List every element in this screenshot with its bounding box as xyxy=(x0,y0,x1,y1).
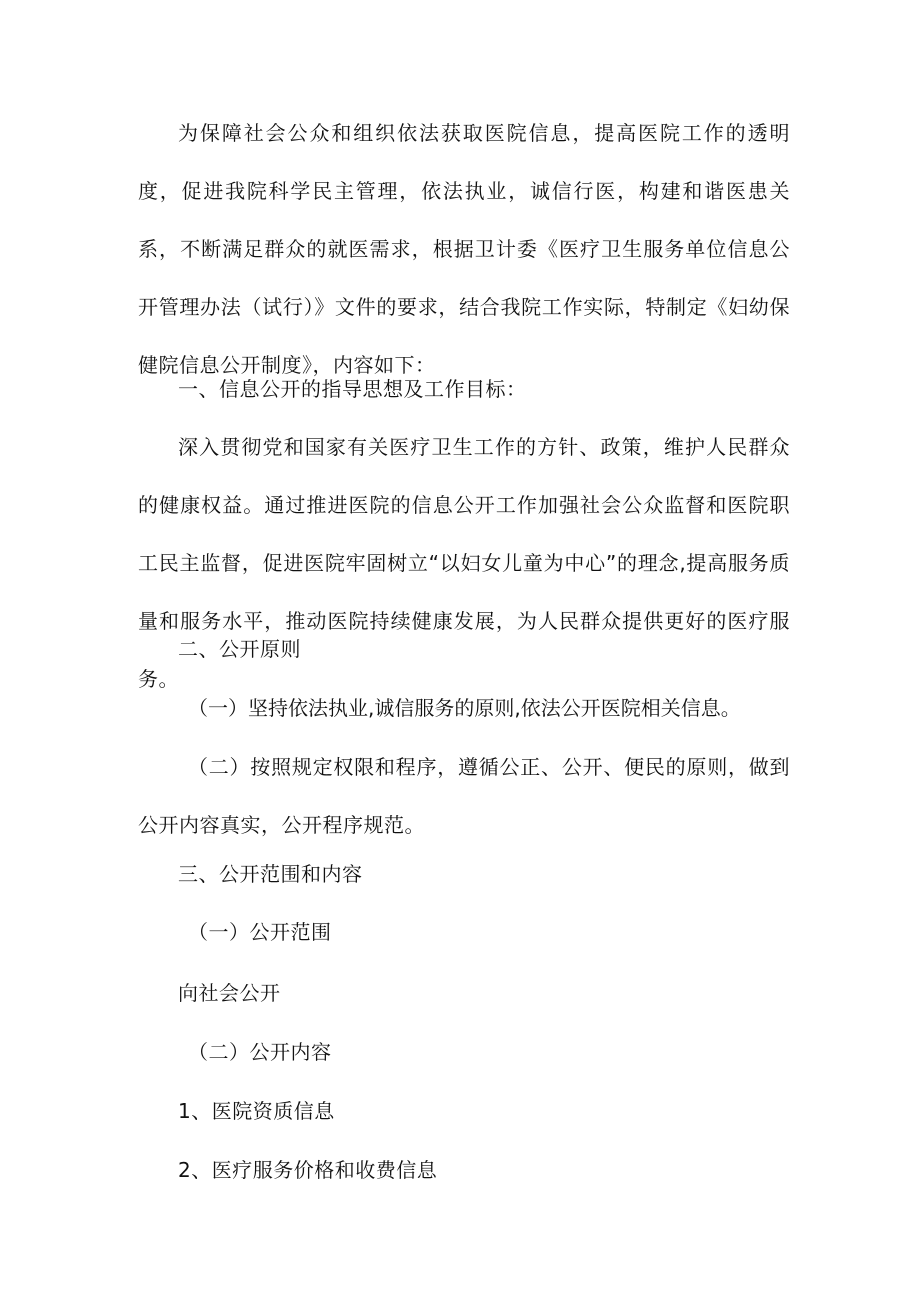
list-item-2: 2、医疗服务价格和收费信息 xyxy=(178,1158,438,1182)
section3-sub1-body: 向社会公开 xyxy=(178,981,281,1005)
section1-body: 深入贯彻党和国家有关医疗卫生工作的方针、政策，维护人民群众的健康权益。通过推进医院的信息公开工作加强社会公众监督和医院职工民主监督，促进医院牢固树立“以妇女儿童为中心”的理念,提高服务质量和服务水平，推动医院持续健康发展，为人民群众提供更好的医疗服务。 xyxy=(138,435,790,691)
section3-sub1: （一）公开范围 xyxy=(188,920,332,944)
section2-item1: （一）坚持依法执业,诚信服务的原则,依法公开医院相关信息。 xyxy=(188,696,741,720)
intro-paragraph: 为保障社会公众和组织依法获取医院信息，提高医院工作的透明度，促进我院科学民主管理，依法执业，诚信行医，构建和谐医患关系，不断满足群众的就医需求，根据卫计委《医疗卫生服务单位信息公开管理办法（试行）》文件的要求，结合我院工作实际，特制定《妇幼保健院信息公开制度》，内容如下： xyxy=(138,121,790,377)
section2-item2: （二）按照规定权限和程序，遵循公正、公开、便民的原则，做到公开内容真实，公开程序规范。 xyxy=(138,755,790,837)
section2-heading: 二、公开原则 xyxy=(178,637,301,661)
section3-sub2: （二）公开内容 xyxy=(188,1040,332,1064)
section3-heading: 三、公开范围和内容 xyxy=(178,862,363,886)
list-item-1: 1、医院资质信息 xyxy=(178,1099,335,1123)
section1-heading: 一、信息公开的指导思想及工作目标： xyxy=(178,377,527,401)
